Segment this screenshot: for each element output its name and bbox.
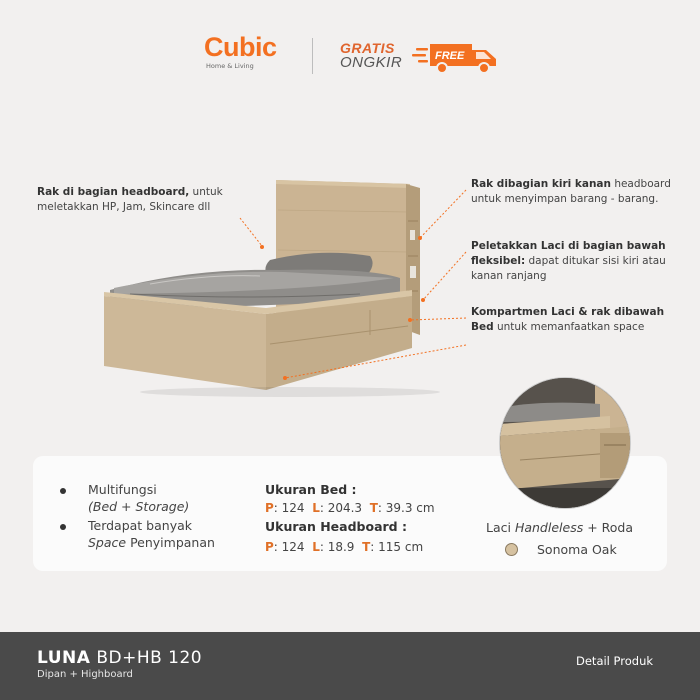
drawer-detail-illustration (500, 378, 630, 508)
feature-2-line1: Terdapat banyak (88, 518, 192, 533)
callout-headboard-shelf (37, 185, 247, 215)
free-badge-text: FREE (435, 50, 465, 62)
bed-p-value: : 124 (273, 501, 305, 515)
product-subtitle: Dipan + Highboard (37, 669, 133, 680)
hb-p-key: P (265, 540, 274, 554)
bed-l-key: L (312, 501, 320, 515)
hb-l-value: : 18.9 (319, 540, 355, 554)
bed-t-value: : 39.3 cm (377, 501, 435, 515)
brand-logo (204, 34, 284, 78)
feature-2-line2-italic: Space (88, 535, 127, 550)
callout-drawer-body: dapat ditukar sisi kiri atau kanan ranjang (471, 255, 666, 282)
callout-drawer-title: Peletakkan Laci di bagian bawah fleksibel: (471, 240, 666, 267)
bed-t-key: T (369, 501, 378, 515)
drawer-detail-photo (500, 378, 630, 508)
brand-name: Cubic (204, 32, 277, 62)
callout-headboard-title: Rak di bagian headboard, (37, 186, 190, 198)
hb-t-key: T (362, 540, 371, 554)
callout-storage-title: Kompartmen Laci & rak dibawah Bed (471, 306, 665, 333)
feature-1-line2: (Bed + Storage) (88, 499, 190, 514)
bullet-icon (60, 488, 66, 494)
bed-l-value: : 204.3 (319, 501, 363, 515)
detail-produk-link[interactable]: Detail Produk (576, 654, 654, 668)
feature-2-line2-rest: Penyimpanan (126, 535, 215, 550)
feature-penyimpanan (88, 517, 215, 551)
callout-side-title: Rak dibagian kiri kanan (471, 178, 611, 190)
headboard-size-values (265, 540, 423, 554)
product-name (37, 648, 202, 668)
header-divider (312, 38, 313, 74)
feature-1-line1: Multifungsi (88, 482, 157, 497)
feature-multifungsi (88, 481, 189, 515)
brand-tagline: Home & Living (206, 62, 254, 70)
product-name-bold: LUNA (37, 648, 91, 668)
headboard-size-title: Ukuran Headboard : (265, 519, 407, 534)
bed-p-key: P (265, 501, 274, 515)
delivery-truck-icon (412, 40, 502, 74)
drawer-feature-label (486, 520, 633, 535)
laci-suffix: + Roda (583, 520, 634, 535)
color-name: Sonoma Oak (537, 542, 617, 557)
callout-storage-body: untuk memanfaatkan space (493, 321, 645, 333)
callout-side-shelf (471, 177, 681, 207)
bullet-icon (60, 524, 66, 530)
callout-side-body: headboard untuk menyimpan barang - barang. (471, 178, 671, 205)
hb-l-key: L (312, 540, 320, 554)
bed-size-title: Ukuran Bed : (265, 482, 357, 497)
bed-size-values (265, 501, 435, 515)
laci-prefix: Laci (486, 520, 515, 535)
callout-headboard-body: untuk meletakkan HP, Jam, Skincare dll (37, 186, 223, 213)
promo-ongkir: ONGKIR (340, 54, 403, 71)
callout-drawer-position (471, 239, 681, 284)
callout-storage-compartment (471, 305, 681, 335)
color-swatch (505, 543, 518, 556)
promo-gratis: GRATIS (340, 40, 395, 56)
hb-p-value: : 124 (273, 540, 305, 554)
laci-italic: Handleless (514, 520, 584, 535)
hb-t-value: : 115 cm (370, 540, 424, 554)
product-name-rest: BD+HB 120 (90, 648, 203, 668)
